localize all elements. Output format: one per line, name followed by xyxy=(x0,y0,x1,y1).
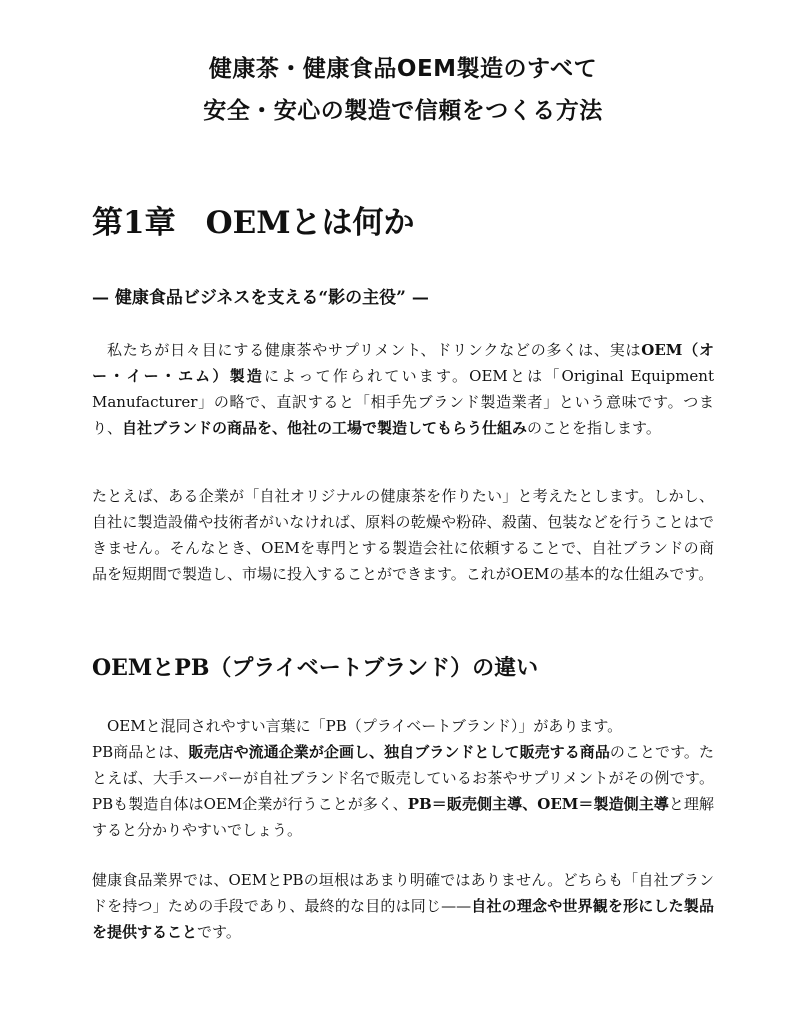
emphasis-text: OEM（オー・イー・エム）製造 xyxy=(92,341,714,385)
document-title-line-1: 健康茶・健康食品OEM製造のすべて xyxy=(208,56,598,82)
text-run: 健康食品業界では、OEMとPBの垣根はあまり明確ではありません。どちらも「自社ブランドを持つ」ための手段であり、最終的な目的は同じ—— xyxy=(92,871,714,915)
chapter-heading xyxy=(92,200,415,246)
text-run: OEMと混同されやすい言葉に「PB（プライベートブランド）」があります。 xyxy=(107,717,623,735)
emphasis-text: PB＝販売側主導、OEM＝製造側主導 xyxy=(407,795,669,813)
text-run: 私たちが日々目にする健康茶やサプリメント、ドリンクなどの多くは、実は xyxy=(107,341,642,359)
text-run: のことです。たとえば、大手スーパーが自社ブランド名で販売しているお茶やサプリメントがその例です。PBも製造自体はOEM企業が行うことが多く、 xyxy=(92,743,714,813)
emphasis-text: 自社の理念や世界観を形にした製品を提供すること xyxy=(92,897,714,941)
paragraph-oem-definition xyxy=(92,337,714,441)
text-run: PB商品とは、 xyxy=(92,743,189,761)
text-run: と理解すると分かりやすいでしょう。 xyxy=(92,795,714,839)
chapter-number: 第1章 xyxy=(92,205,176,241)
text-run: です。 xyxy=(197,923,241,941)
paragraph-oem-pb-boundary xyxy=(92,867,714,945)
chapter-subtitle: — 健康食品ビジネスを支える“影の主役” — xyxy=(92,288,429,308)
emphasis-text: 自社ブランドの商品を、他社の工場で製造してもらう仕組み xyxy=(122,419,528,437)
text-run: のことを指します。 xyxy=(527,419,661,437)
section-heading-oem-vs-pb: OEMとPB（プライベートブランド）の違い xyxy=(92,655,539,681)
paragraph-pb-definition xyxy=(92,713,714,843)
document-title-line-2: 安全・安心の製造で信頼をつくる方法 xyxy=(203,98,603,124)
text-run: によって作られています。OEMとは「Original Equipment Manufacturer」の略で、直訳すると「相手先ブランド製造業者」という意味です。つまり、 xyxy=(92,367,714,437)
paragraph-oem-example: たとえば、ある企業が「自社オリジナルの健康茶を作りたい」と考えたとします。しかし、自社に製造設備や技術者がいなければ、原料の乾燥や粉砕、殺菌、包装などを行うことはできません。そんなとき、OEMを専門とする製造会社に依頼することで、自社ブランドの商品を短期間で製造し、市場に投入することができます。これがOEMの基本的な仕組みです。 xyxy=(92,487,714,583)
chapter-title: OEMとは何か xyxy=(205,205,415,241)
document-title xyxy=(0,48,806,132)
emphasis-text: 販売店や流通企業が企画し、独自ブランドとして販売する商品 xyxy=(188,743,610,761)
